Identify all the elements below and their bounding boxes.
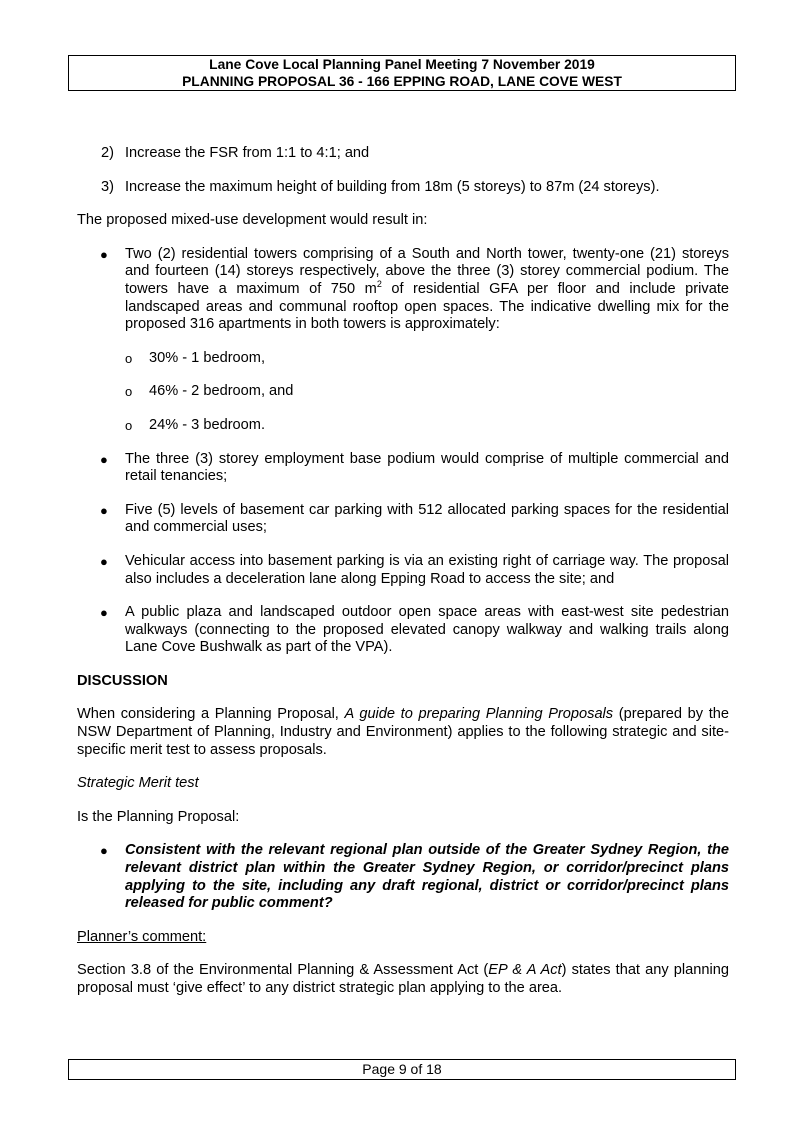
circle-bullet-icon: o — [125, 350, 133, 366]
act-abbreviation: EP & A Act — [488, 962, 562, 979]
bullet-item-access — [100, 553, 729, 588]
bullet-item-consistency-question — [100, 842, 729, 912]
page-header — [68, 55, 736, 91]
superscript: 2 — [376, 279, 382, 290]
bullet-icon: ● — [100, 553, 108, 569]
bullet-icon: ● — [100, 605, 108, 621]
bullet-icon: ● — [100, 502, 108, 518]
intro-paragraph: The proposed mixed-use development would result in: — [77, 212, 428, 229]
numbered-item — [101, 145, 729, 163]
numbered-item — [101, 179, 729, 197]
discussion-heading: DISCUSSION — [77, 672, 168, 689]
bullet-text: Five (5) levels of basement car parking with 512 allocated parking spaces for the residential and commercial uses; — [125, 501, 729, 536]
sub-list-item — [125, 383, 729, 401]
bullet-text: Consistent with the relevant regional plan outside of the Greater Sydney Region, the relevant district plan within the Greater Sydney Region, or corridor/precinct plans applying to the site, including any draft regional, district or corridor/precinct plans released for public comment? — [125, 842, 729, 912]
guide-title: A guide to preparing Planning Proposals — [344, 706, 614, 723]
planners-comment-heading: Planner’s comment: — [77, 928, 207, 945]
bullet-icon: ● — [100, 843, 108, 859]
bullet-text: Vehicular access into basement parking is via an existing right of carriage way. The proposal also includes a deceleration lane along Epping Road to access the site; and — [125, 552, 729, 587]
item-number: 3) — [101, 178, 114, 195]
discussion-paragraph: When considering a Planning Proposal, A guide to preparing Planning Proposals (prepared by the NSW Department of Planning, Industry and Environment) applies to the following strategic and site-specific merit test to assess proposals. — [77, 706, 729, 758]
sub-list-item — [125, 417, 729, 435]
bullet-icon: ● — [100, 451, 108, 467]
document-body — [77, 145, 729, 1014]
item-number: 2) — [101, 145, 114, 161]
bullet-text: A public plaza and landscaped outdoor open space areas with east-west site pedestrian walkways (connecting to the proposed elevated canopy walkway and walking trails along Lane Cove Bushwalk as part of the VPA). — [125, 604, 729, 656]
question-intro: Is the Planning Proposal: — [77, 808, 240, 825]
page-number: Page 9 of 18 — [362, 1061, 442, 1077]
item-text: Increase the maximum height of building from 18m (5 storeys) to 87m (24 storeys). — [125, 178, 660, 195]
circle-bullet-icon: o — [125, 384, 133, 400]
bullet-text: Two (2) residential towers comprising of a South and North tower, twenty-one (21) storeys and fourteen (14) storeys respectively, above the three (3) storey commercial podium. The towers have a maximum of 750 m — [125, 245, 729, 297]
bullet-item-plaza — [100, 604, 729, 657]
bullet-text: The three (3) storey employment base podium would comprise of multiple commercial and retail tenancies; — [125, 450, 729, 485]
bullet-icon: ● — [100, 246, 108, 262]
sub-item-text: 24% - 3 bedroom. — [149, 416, 266, 433]
bullet-item-parking — [100, 502, 729, 537]
section-paragraph: Section 3.8 of the Environmental Planning & Assessment Act (EP & A Act) states that any planning proposal must ‘give effect’ to any district strategic plan applying to the area. — [77, 962, 729, 996]
sub-list-item — [125, 350, 729, 368]
header-proposal-title: PLANNING PROPOSAL 36 - 166 EPPING ROAD, LANE COVE WEST — [182, 73, 622, 89]
strategic-merit-subheading: Strategic Merit test — [77, 775, 199, 792]
item-text: Increase the FSR from 1:1 to 4:1; and — [125, 145, 370, 161]
bullet-text-cont: of residential GFA per floor and include private landscaped areas and communal rooftop open spaces. The indicative dwelling mix for the proposed 316 apartments in both towers is approximately: — [125, 280, 729, 333]
sub-item-text: 30% - 1 bedroom, — [149, 349, 266, 366]
bullet-item-towers — [100, 246, 729, 334]
circle-bullet-icon: o — [125, 417, 133, 433]
bullet-item-podium — [100, 451, 729, 486]
header-meeting-title: Lane Cove Local Planning Panel Meeting 7 November 2019 — [209, 57, 595, 72]
sub-item-text: 46% - 2 bedroom, and — [149, 383, 294, 400]
page-footer — [68, 1059, 736, 1080]
